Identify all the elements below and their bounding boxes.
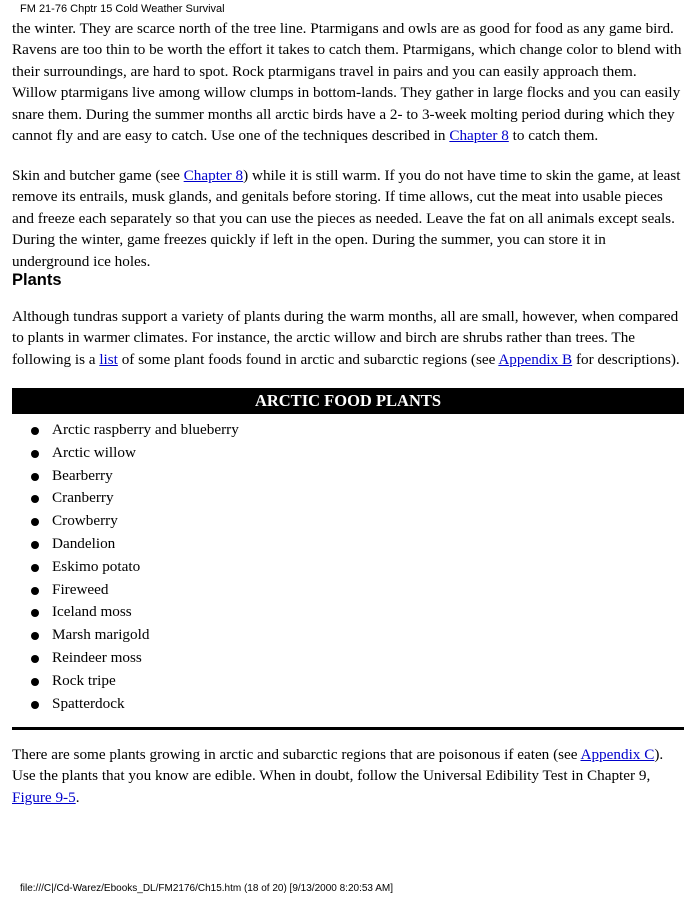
list-item-text: Fireweed — [52, 580, 109, 598]
bullet-icon — [31, 564, 39, 572]
list-item-text: Marsh marigold — [52, 626, 150, 644]
list-item-text: Eskimo potato — [52, 557, 141, 575]
list-item-text: Arctic raspberry and blueberry — [52, 421, 239, 438]
bullet-icon — [31, 450, 39, 458]
paragraph-text: the winter. They are scarce north of the tree line. Ptarmigans and owls are as good for food as any game bird. Ravens are too thin to be worth the effort it takes to catch them. Ptarmigans, which change color to blend with their surroundings, are hard to spot. Rock ptarmigans travel in pairs and you can easily approach them. Willow ptarmigans live among willow clumps in bottom-lands. They gather in large flocks and you can easily snare them. During the summer months all arctic birds have a 2- to 3-week molting period during which they cannot fly and are easy to catch. Use one of the techniques described in — [12, 20, 682, 145]
list-item — [28, 693, 239, 716]
paragraph-text: There are some plants growing in arctic and subarctic regions that are poisonous if eaten (see — [12, 746, 581, 763]
paragraph-plants-intro — [12, 306, 684, 370]
bullet-icon — [31, 495, 39, 503]
bullet-icon — [31, 678, 39, 686]
list-item — [28, 419, 239, 442]
paragraph-text: for descriptions). — [572, 350, 680, 368]
section-heading-plants: Plants — [12, 271, 62, 289]
chapter-8-link[interactable]: Chapter 8 — [449, 127, 509, 145]
list-item — [28, 556, 239, 579]
list-item — [28, 624, 239, 647]
paragraph-text: of some plant foods found in arctic and subarctic regions (see — [117, 350, 499, 368]
bullet-icon — [31, 518, 39, 526]
list-item — [28, 510, 239, 533]
list-item — [28, 465, 239, 488]
list-item-text: Arctic willow — [52, 443, 136, 461]
page-header: FM 21-76 Chptr 15 Cold Weather Survival — [20, 3, 225, 15]
figure-9-5-link[interactable]: Figure 9-5 — [12, 788, 76, 806]
chapter-8-link[interactable]: Chapter 8 — [183, 167, 244, 184]
plant-list — [28, 419, 239, 715]
list-item — [28, 601, 239, 624]
appendix-c-link[interactable]: Appendix C — [580, 746, 655, 763]
bullet-icon — [31, 587, 39, 595]
bullet-icon — [31, 427, 39, 435]
list-item — [28, 670, 239, 693]
bullet-icon — [31, 473, 39, 481]
bullet-icon — [31, 632, 39, 640]
paragraph-butcher — [12, 165, 684, 272]
paragraph-text: ). Use the plants that you know are edible. When in doubt, follow the Universal Edibility Test in Chapter 9, — [12, 746, 664, 785]
list-item-text: Bearberry — [52, 466, 113, 484]
paragraph-text: . — [75, 788, 80, 806]
list-item — [28, 579, 239, 602]
list-item-text: Iceland moss — [52, 603, 132, 621]
paragraph-text: Although tundras support a variety of plants during the warm months, all are small, however, when compared to plants in warmer climates. For instance, the arctic willow and birch are shrubs rather than trees. The following is a — [12, 308, 679, 368]
list-item — [28, 647, 239, 670]
table-title: ARCTIC FOOD PLANTS — [12, 388, 684, 414]
appendix-b-link[interactable]: Appendix B — [498, 350, 573, 368]
bullet-icon — [31, 701, 39, 709]
list-item-text: Rock tripe — [52, 671, 116, 689]
paragraph-text: to catch them. — [508, 127, 599, 145]
divider — [12, 727, 684, 730]
list-item — [28, 533, 239, 556]
list-link[interactable]: list — [99, 350, 118, 368]
list-item-text: Reindeer moss — [52, 648, 142, 666]
paragraph-poisonous — [12, 744, 684, 808]
list-item-text: Cranberry — [52, 489, 114, 507]
bullet-icon — [31, 609, 39, 617]
bullet-icon — [31, 655, 39, 663]
paragraph-text: Skin and butcher game (see — [12, 167, 184, 184]
list-item — [28, 442, 239, 465]
list-item-text: Spatterdock — [52, 694, 125, 712]
list-item-text: Crowberry — [52, 512, 118, 530]
list-item-text: Dandelion — [52, 534, 116, 552]
paragraph-birds — [12, 18, 684, 146]
bullet-icon — [31, 541, 39, 549]
paragraph-text: ) while it is still warm. If you do not have time to skin the game, at least remove its entrails, musk glands, and genitals before storing. If time allows, cut the meat into usable pieces and freeze each separately so that you can use the pieces as needed. Leave the fat on all animals except seals. During the winter, game freezes quickly if left in the open. During the summer, you can store it in underground ice holes. — [12, 167, 681, 270]
list-item — [28, 487, 239, 510]
page-footer: file:///C|/Cd-Warez/Ebooks_DL/FM2176/Ch15.htm (18 of 20) [9/13/2000 8:20:53 AM] — [20, 883, 393, 894]
